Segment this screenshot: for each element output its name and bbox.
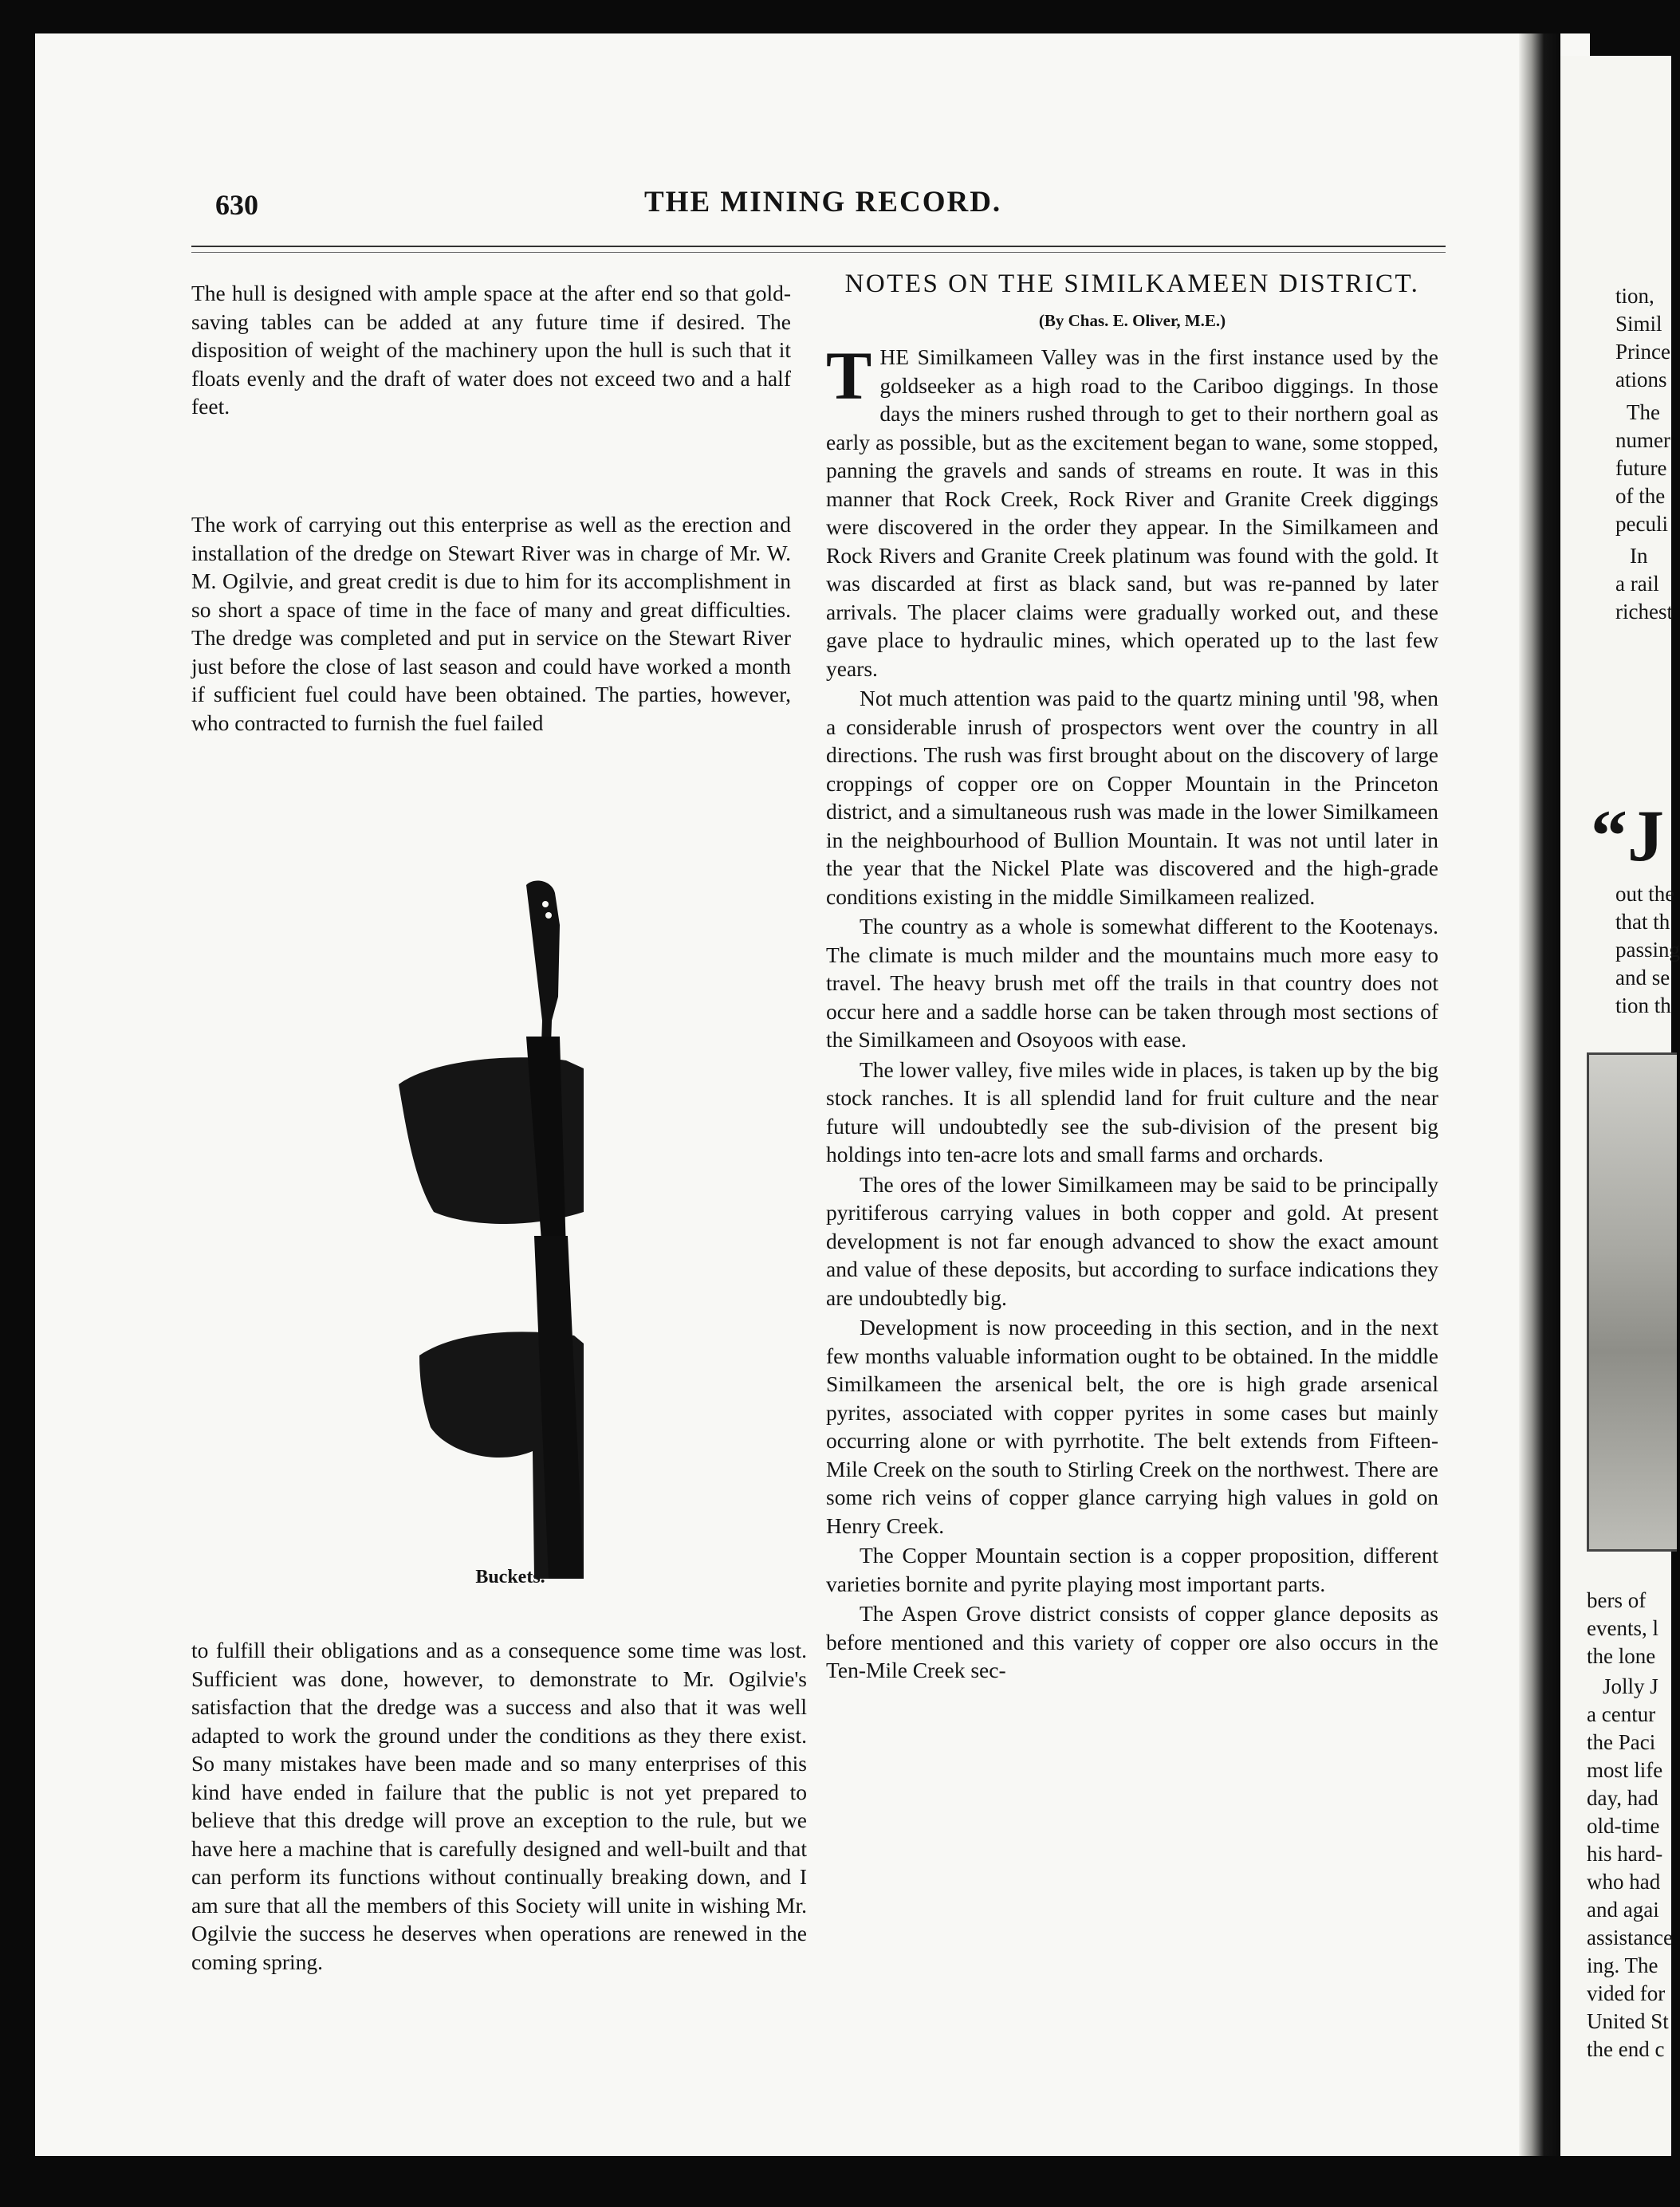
facing-fragment: vided for [1587, 1981, 1666, 2005]
facing-fragment: ing. The [1587, 1953, 1658, 1977]
facing-fragment: Simil [1615, 312, 1662, 336]
left-column-bottom [191, 1636, 807, 1976]
facing-fragment: a centur [1587, 1702, 1656, 1726]
article-paragraph-3: The country as a whole is somewhat different to the Kootenays. The climate is much milder and the mountains much more easy to travel. The heavy brush met off the trails in that country does not occur here and a saddle horse can be taken through most sections of the Similkameen and Osoyoos with ease. [826, 914, 1438, 1052]
book-gutter [1519, 33, 1560, 2156]
article-column [826, 268, 1438, 1686]
drop-cap: T [826, 337, 872, 414]
facing-fragment: The [1627, 400, 1660, 424]
page-number: 630 [215, 189, 258, 221]
facing-fragment: passing [1615, 938, 1680, 962]
facing-fragment: old-time [1587, 1814, 1660, 1838]
left-paragraph-2: The work of carrying out this enterprise as well as the erection and installation of the dredge on Stewart River was in charge of Mr. W. M. Ogilvie, and great credit is due to him for its accomplishment in so short a space of time in the face of many and great difficulties. The dredge was completed and put in service on the Stewart River just before the close of last season and could have worked a month if sufficient fuel could have been obtained. The parties, however, who contracted to furnish the fuel failed [191, 512, 791, 735]
facing-fragment: most life [1587, 1758, 1663, 1782]
facing-fragment: assistance [1587, 1926, 1673, 1949]
facing-photo [1587, 1052, 1677, 1552]
figure-caption: Buckets. [475, 1567, 545, 1587]
facing-quote: “J [1591, 795, 1664, 876]
left-paragraph-3: to fulfill their obligations and as a consequence some time was lost. Sufficient was done, however, to demonstrate to Mr. Ogilvie's satisfaction that the dredge was a success and also that it was well adapted to work the ground under the conditions as they there exist. So many mistakes have been made and so many enterprises of this kind have ended in failure that the public is not yet prepared to believe that this dredge will prove an exception to the rule, but we have here a machine that is carefully designed and well-built and that can perform its functions without continually breaking down, and I am sure that all the members of this Society will unite in wishing Mr. Ogilvie the success he deserves when operations are renewed in the coming spring. [191, 1638, 807, 1974]
facing-fragment: tion th [1615, 993, 1671, 1017]
facing-fragment: who had [1587, 1870, 1661, 1894]
left-column-middle [191, 510, 791, 737]
facing-fragment: day, had [1587, 1786, 1658, 1810]
facing-fragment: Prince [1615, 340, 1670, 364]
facing-fragment: United St [1587, 2009, 1669, 2033]
facing-fragment: Jolly J [1603, 1674, 1658, 1698]
article-byline: (By Chas. E. Oliver, M.E.) [1038, 311, 1226, 330]
facing-fragment: that th [1615, 910, 1670, 934]
article-paragraph-5: The ores of the lower Similkameen may be said to be principally pyritiferous carrying values in both copper and gold. At present development is not far enough advanced to show the exact amount and value of these deposits, but according to surface indications they are undoubtedly big. [826, 1171, 1438, 1310]
article-paragraph-1: THE Similkameen Valley was in the first instance used by the goldseeker as a high road to the Cariboo diggings. In those days the miners rushed through to get to their northern goal as early as possible, but as the excitement began to wane, some stopped, panning the gravels and sands of streams en route. It was in this manner that Rock Creek, Rock River and Granite Creek diggings were discovered in the order they appear. In the Similkameen and Rock Rivers and Granite Creek platinum was found with the gold. It was discarded at first as black sand, but was re-panned by later arrivals. The placer claims were gradually worked out, and these gave place to hydraulic mines, which operated up to the last few years. [826, 337, 1438, 681]
facing-fragment: a rail [1615, 572, 1659, 596]
article-paragraph-6: Development is now proceeding in this section, and in the next few months valuable information ought to be obtained. In the middle Similkameen the arsenical belt, the ore is high grade arsenical pyrites, associated with copper pyrites in some cases but mainly occurring alone or with pyrrhotite. The belt extends from Fifteen-Mile Creek on the south to Stirling Creek on the northwest. There are some rich veins of copper glance carrying high values in gold on Henry Creek. [826, 1315, 1438, 1538]
header-rule [191, 246, 1446, 247]
facing-fragment: numer [1615, 428, 1670, 452]
facing-fragment: events, l [1587, 1616, 1658, 1640]
facing-fragment: In [1630, 544, 1648, 568]
article-paragraph-2: Not much attention was paid to the quartz mining until '98, when a considerable inrush of prospectors went over the country in all directions. The rush was first brought about on the discovery of large croppings of copper ore on Copper Mountain in the Princeton district, and a simultaneous rush was made in the lower Similkameen in the neighbourhood of Bullion Mountain. It was not until later in the year that the Nickel Plate was discovered and the high-grade conditions existing in the middle Similkameen realized. [826, 686, 1438, 909]
left-column-top [191, 279, 791, 421]
facing-fragment: richest [1615, 600, 1673, 624]
article-paragraph-8: The Aspen Grove district consists of copper glance deposits as before mentioned and this variety of copper ore also occurs in the Ten-Mile Creek sec- [826, 1601, 1438, 1682]
facing-fragment: out the [1615, 882, 1675, 906]
facing-fragment: and se [1615, 966, 1670, 989]
header-rule-thin [191, 252, 1446, 253]
buckets-figure [375, 877, 638, 1579]
running-title: THE MINING RECORD. [644, 186, 1002, 218]
facing-fragment: ations [1615, 368, 1667, 391]
facing-fragment: bers of [1587, 1588, 1647, 1612]
facing-fragment: tion, [1615, 284, 1654, 308]
facing-fragment: the lone [1587, 1644, 1656, 1668]
facing-fragment: peculi [1615, 512, 1668, 536]
article-paragraph-4: The lower valley, five miles wide in places, is taken up by the big stock ranches. It is all splendid land for fruit culture and the near future will undoubtedly see the sub-division of the present big holdings into ten-acre lots and small farms and orchards. [826, 1056, 1438, 1166]
facing-fragment: and agai [1587, 1898, 1659, 1922]
facing-fragment: his hard- [1587, 1842, 1663, 1866]
facing-fragment: the end c [1587, 2037, 1665, 2061]
article-title: NOTES ON THE SIMILKAMEEN DISTRICT. [844, 269, 1420, 298]
facing-fragment: future [1615, 456, 1667, 480]
facing-fragment: of the [1615, 484, 1666, 508]
facing-fragment: the Paci [1587, 1730, 1656, 1754]
left-paragraph-1: The hull is designed with ample space at the after end so that gold-saving tables can be added at any future time if desired. The disposition of weight of the machinery upon the hull is such that it floats evenly and the draft of water does not exceed two and a half feet. [191, 281, 791, 419]
article-paragraph-7: The Copper Mountain section is a copper proposition, different varieties bornite and pyrite playing most important parts. [826, 1543, 1438, 1596]
